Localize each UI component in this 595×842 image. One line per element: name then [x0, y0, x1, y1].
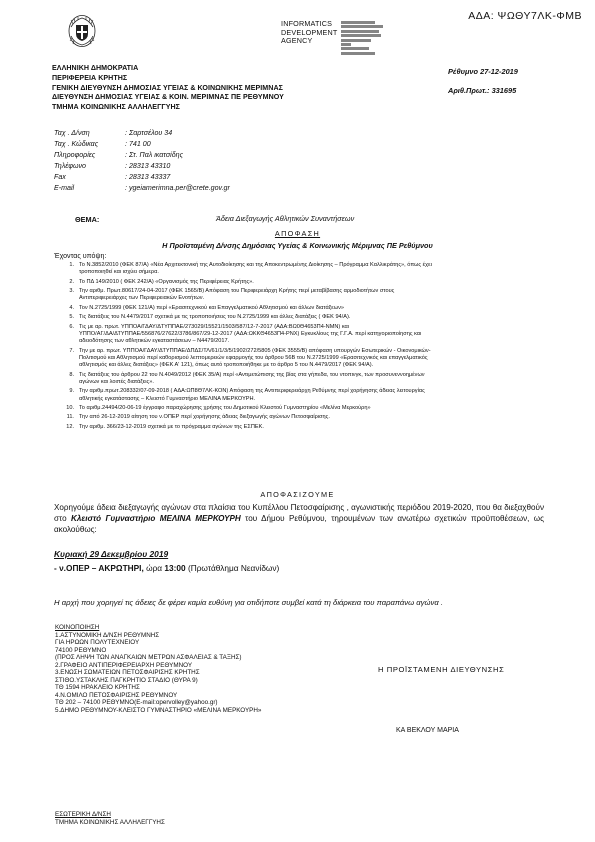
distribution-line: 2.ΓΡΑΦΕΙΟ ΑΝΤΙΠΕΡΙΦΕΡΕΙΑΡΧΗ ΡΕΘΥΜΝΟΥ [55, 661, 193, 669]
contact-row [54, 183, 230, 194]
header-line: ΤΜΗΜΑ ΚΟΙΝΩΝΙΚΗΣ ΑΛΛΗΛΕΓΓΥΗΣ [52, 103, 180, 112]
consideration-line: Την από 26-12-2019 αίτηση του ν.ΟΠΕΡ περί χορήγησης άδειας διεξαγωγής αγώνων Πετοσφαίρισης. [79, 414, 330, 421]
consideration-item [56, 414, 542, 421]
contact-label: Ταχ . Δ/νση [54, 129, 90, 137]
consideration-line: Τις διατάξεις του Ν.4479/2017 σχετικά με τις τροποποιήσεις του Ν.2725/1999 και άλλες διατάξεις ( ΦΕΚ 94/Α). [79, 314, 351, 321]
consideration-item [56, 314, 542, 321]
consideration-text [79, 424, 542, 431]
greek-emblem-icon [68, 14, 96, 48]
consideration-line: Την αριθμ. 366/23-12-2019 σχετικά με το πρόγραμμα αγώνων της ΕΣΠΕΚ. [79, 423, 264, 430]
contact-row [54, 161, 230, 172]
event-time: 13:00 [164, 563, 186, 573]
considerations-list [56, 262, 542, 433]
consideration-item [56, 405, 542, 412]
consideration-text [79, 288, 542, 303]
contact-value: : 28313 43310 [125, 161, 171, 170]
consideration-line: Αντιπεριφερειάρχες των Περιφερειακών Ενοτήτων. [79, 295, 205, 302]
header-line: ΕΛΛΗΝΙΚΗ ΔΗΜΟΚΡΑΤΙΑ [52, 64, 139, 72]
subject-text: Άδεια Διεξαγωγής Αθλητικών Συναντήσεων [216, 214, 355, 223]
consideration-item [56, 372, 542, 387]
decision-title: ΑΠΟΦΑΣΗ [274, 229, 321, 238]
consideration-number: 6. [69, 323, 74, 330]
header-line: ΠΕΡΙΦΕΡΕΙΑ ΚΡΗΤΗΣ [52, 73, 128, 82]
internal-distribution [55, 811, 165, 827]
consideration-number: 4. [69, 304, 74, 311]
consideration-number: 10. [66, 404, 74, 411]
consideration-line: Τις διατάξεις του άρθρου 22 του Ν.4049/2012 (ΦΕΚ 35/Α) περί «Αντιμετώπισης της βίας στα γήπεδα, του ντοπινγκ, των προσυνεννοημένων [79, 371, 425, 378]
consideration-text [79, 388, 542, 403]
consideration-line: Τον Ν.2725/1999 (ΦΕΚ 121/Α) περί «Ερασιτεχνικού και Επαγγελματικού Αθλητισμού και άλλων διατάξεων» [79, 304, 345, 311]
consideration-line: αγώνων και λοιπές διατάξεις». [79, 378, 154, 385]
consideration-line: Το ΠΔ 149/2010 ( ΦΕΚ 242/Α) «Οργανισμός της Περιφέρειας Κρήτης». [79, 278, 254, 285]
decision-tail: του Δήμου Ρεθύμνου, τηρουμένων των ανωτέρω σχετικών προϋποθέσεων, ως ακολούθως: [54, 514, 544, 535]
consideration-line: αθλητισμός και άλλες διατάξεις» (ΦΕΚ Α' 121), όπως αυτό τροποποιήθηκε με το άρθρο 5 του Ν.4479/2017 (ΦΕΚ 94/Α). [79, 362, 374, 369]
consideration-text [79, 305, 542, 312]
contact-row [54, 139, 230, 150]
distribution-line: 1.ΑΣΤΥΝΟΜΙΚΗ Δ/ΝΣΗ ΡΕΘΥΜΝΗΣ [55, 631, 160, 639]
issuer-header [52, 64, 284, 113]
liability-notice: Η αρχή που χορηγεί τις άδειες δε φέρει καμία ευθύνη για οτιδήποτε συμβεί κατά τη διάρκεια του παραπάνω αγώνα . [54, 598, 443, 607]
consideration-line: ΥΠΠΟ/ΑΓ/ΔΑ/ΔΤΥΠΠΑΕ/556876/27622/3786/867/29-12-2017 (ΑΔΑ:ΩΚΚΘ4653Π4-ΡΝΧ) Εγκυκλίους της Γ.Γ.Α. περί κατηγοριοποίησης και [79, 330, 422, 337]
consideration-text [79, 279, 542, 286]
event-date: Κυριακή 29 Δεκεμβρίου 2019 [54, 549, 169, 559]
consideration-item [56, 388, 542, 403]
contact-label: Τηλέφωνο [54, 161, 86, 170]
consideration-line: Πολιτισμού και Αθλητισμού περί καθορισμού λεπτομερειών εφαρμογής του άρθρου 56Β του Ν.2725/1999 «Ερασιτεχνικός και επαγγελματικός [79, 354, 428, 361]
consideration-item [56, 424, 542, 431]
contact-label: Ταχ . Κώδικας [54, 139, 99, 148]
distribution-line: ΤΘ 202 – 74100 ΡΕΘΥΜΝΟ(E-mail:opervolley@yahoo.gr) [55, 699, 218, 707]
consideration-line: Την αριθμ. Πρωτ.80617/24-04-2017 (ΦΕΚ 1565/Β) Απόφαση του Περιφερειάρχη Κρήτης περί μεταβίβασης αρμοδιοτήτων στους [79, 288, 395, 295]
event-line [54, 563, 279, 573]
consideration-number: 9. [69, 388, 74, 395]
consideration-item [56, 288, 542, 303]
contact-value: : 28313 43337 [125, 172, 171, 181]
distribution-line: ΓΙΑ ΗΡΩΩΝ ΠΟΛΥΤΕΧΝΕΙΟΥ [55, 639, 140, 647]
decision-lead: Χορηγούμε άδεια διεξαγωγής αγώνων στα πλαίσια του Κυπέλλου Πετοσφαίρισης , αγωνιστικής περιόδου 2019-2020, που θα διεξαχθούν στο [54, 503, 544, 524]
contact-label: Πληροφορίες [54, 150, 96, 159]
signer-name: ΚΑ ΒΕΚΛΟΥ ΜΑΡΙΑ [396, 727, 459, 734]
event-time-prefix: ώρα [143, 563, 165, 573]
contact-details [54, 128, 230, 193]
consideration-item [56, 262, 542, 277]
agency-fine-print-block [341, 21, 383, 56]
consideration-number: 7. [69, 347, 74, 354]
distribution-line: ΤΘ 1594 ΗΡΑΚΛΕΙΟ ΚΡΗΤΗΣ [55, 684, 140, 692]
event-category: (Πρωτάθλημα Νεανίδων) [185, 563, 280, 573]
agency-line: DEVELOPMENT [281, 27, 338, 37]
consideration-text [79, 262, 542, 277]
consideration-line: Την με αρ. πρωτ. ΥΠΠΟΑ/ΓΔΑΥ/ΔΤΥΠΠΑΕ/ΔΠΔΣ/ΤΛ/61/1/3/5/1902/272/5805 (ΦΕΚ 3555/Β) απόφαση υπουργών Εσωτερικών - Οικονομικών- [79, 347, 431, 354]
consideration-line: αθλητικής εγκατάστασης – Κλειστό Γυμναστήριο ΜΕΛΙΝΑ ΜΕΡΚΟΥΡΗ. [79, 395, 256, 402]
decision-paragraph [54, 502, 544, 536]
distribution-line: 4.Ν.ΟΜΙΛΟ ΠΕΤΟΣΦΑΙΡΙΣΗΣ ΡΕΘΥΜΝΟΥ [55, 691, 178, 699]
email-link[interactable]: : ygeiamerimna.per@crete.gov.gr [125, 183, 230, 192]
consideration-line: Την αριθμ.πρωτ.208332/07-09-2018 ( ΑΔΑ:ΩΠ8Θ7ΛΚ-ΚΟΝ) Απόφαση της Αντιπεριφερειάρχη Ρεθύμνης περί χορήγησης άδειας λειτουργίας [79, 388, 425, 395]
consideration-text [79, 414, 542, 421]
distribution-line: 74100 ΡΕΘΥΜΝΟ [55, 646, 107, 654]
date-protocol-block [448, 62, 518, 100]
agency-line: AGENCY [281, 36, 313, 46]
consideration-line: Το αριθμ.24494/20-06-19 έγγραφο παραχώρησης χρήσης του Δημοτικού Κλειστού Γυμναστηρίου «Μελίνα Μερκούρη» [79, 404, 371, 411]
distribution-line: 5.ΔΗΜΟ ΡΕΘΥΜΝΟΥ-ΚΛΕΙΣΤΟ ΓΥΜΝΑΣΤΗΡΙΟ «ΜΕΛΙΝΑ ΜΕΡΚΟΥΡΗ» [55, 707, 262, 715]
consideration-line: Το Ν.3852/2010 (ΦΕΚ 87/Α) «Νέα Αρχιτεκτονική της Αυτοδιοίκησης και της Αποκεντρωμένης Διοίκησης – Πρόγραμμα Καλλικράτης», όπως έχει [79, 262, 432, 268]
consideration-line: Τις με αρ. πρωτ. ΥΠΠΟΑ/ΓΔΑΥ/ΔΤΥΠΠΑΕ/273029/15521/1503/587/12-7-2017 (ΑΔΑ:ΒΩ0Θ4653Π4-ΝΜΝ) και [79, 323, 350, 330]
consideration-text [79, 372, 542, 387]
contact-label: Fax [54, 172, 66, 181]
distribution-title: ΚΟΙΝΟΠΟΙΗΣΗ [55, 624, 100, 631]
header-line: ΓΕΝΙΚΗ ΔΙΕΥΘΥΝΣΗ ΔΗΜΟΣΙΑΣ ΥΓΕΙΑΣ & ΚΟΙΝΩΝΙΚΗΣ ΜΕΡΙΜΝΑΣ [52, 83, 283, 92]
consideration-item [56, 324, 542, 346]
event-teams: - ν.ΟΠΕΡ – ΑΚΡΩΤΗΡΙ, [54, 563, 144, 573]
consideration-text [79, 405, 542, 412]
contact-value: : Στ. Παλ ικατσίδης [125, 150, 184, 159]
subject-label: ΘΕΜΑ: [75, 215, 100, 224]
considerations-intro: Έχοντας υπόψη: [54, 252, 107, 260]
consideration-line: τροποποιηθεί και ισχύει σήμερα. [79, 269, 159, 276]
consideration-number: 1. [69, 262, 74, 268]
consideration-number: 5. [69, 314, 74, 321]
distribution-list [55, 624, 355, 715]
consideration-number: 3. [69, 288, 74, 295]
consideration-text [79, 324, 542, 346]
consideration-number: 2. [69, 278, 74, 285]
decision-subtitle: Η Προϊσταμένη Δ/νσης Δημόσιας Υγείας & Κοινωνικής Μέριμνας ΠΕ Ρεθύμνου [162, 241, 433, 250]
consideration-item [56, 305, 542, 312]
contact-row [54, 128, 230, 139]
venue-name: Κλειστό Γυμναστήριο ΜΕΛΙΝΑ ΜΕΡΚΟΥΡΗ [71, 514, 241, 524]
consideration-number: 11. [66, 414, 74, 421]
consideration-item [56, 279, 542, 286]
internal-title: ΕΣΩΤΕΡΙΚΗ Δ/ΝΣΗ [55, 811, 111, 818]
consideration-number: 8. [69, 371, 74, 378]
distribution-line: (ΠΡΟΣ ΛΗΨΗ ΤΩΝ ΑΝΑΓΚΑΙΩΝ ΜΕΤΡΩΝ ΑΣΦΑΛΕΙΑΣ & ΤΑΞΗΣ) [55, 654, 242, 662]
contact-value: : 741 00 [125, 139, 151, 148]
distribution-line: 3.ΕΝΩΣΗ ΣΩΜΑΤΕΙΩΝ ΠΕΤΟΣΦΑΙΡΙΣΗΣ ΚΡΗΤΗΣ [55, 669, 200, 677]
consideration-line: αδειοδότησης των αθλητικών εγκαταστάσεων – Ν4479/2017. [79, 338, 230, 345]
consideration-number: 12. [66, 423, 74, 430]
contact-value: : Σαρτσέλου 34 [125, 129, 173, 137]
protocol-number: Αριθ.Πρωτ.: 331695 [448, 86, 517, 95]
internal-line: ΤΜΗΜΑ ΚΟΙΝΩΝΙΚΗΣ ΑΛΛΗΛΕΓΓΥΗΣ [55, 819, 165, 826]
contact-row [54, 150, 230, 161]
ada-code: ΑΔΑ: ΨΩΘΥ7ΛΚ-ΦΜΒ [468, 10, 582, 22]
signer-title: Η ΠΡΟΪΣΤΑΜΕΝΗ ΔΙΕΥΘΥΝΣΗΣ [378, 665, 505, 674]
contact-row [54, 172, 230, 183]
consideration-item [56, 348, 542, 370]
document-date: Ρέθυμνο 27-12-2019 [448, 67, 518, 76]
agency-line: INFORMATICS [281, 19, 333, 28]
consideration-text [79, 348, 542, 370]
contact-label: E-mail [54, 183, 75, 192]
distribution-line: ΣΤΙΘΟ.ΥΣΤΑΚΛΗΣ ΠΑΓΚΡΗΤΙΟ ΣΤΑΔΙΟ (ΘΥΡΑ 9) [55, 676, 198, 684]
decide-title: ΑΠΟΦΑΣΙΖΟΥΜΕ [260, 490, 335, 499]
header-line: ΔΙΕΥΘΥΝΣΗ ΔΗΜΟΣΙΑΣ ΥΓΕΙΑΣ & ΚΟΙΝ. ΜΕΡΙΜΝΑΣ ΠΕ ΡΕΘΥΜΝΟΥ [52, 93, 284, 102]
consideration-text [79, 314, 542, 321]
